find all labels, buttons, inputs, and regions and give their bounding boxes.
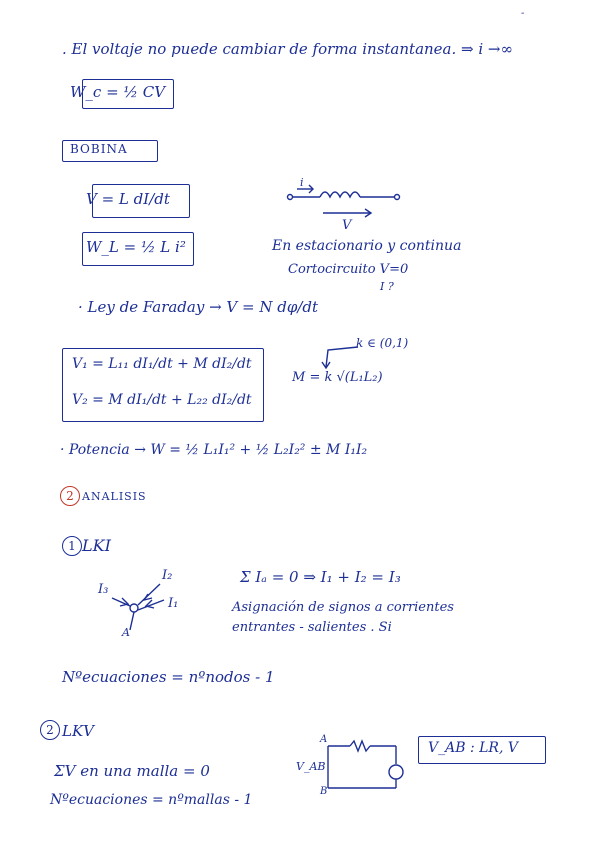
lki-equation: Σ Iₐ = 0 ⇒ I₁ + I₂ = I₃ xyxy=(240,568,401,586)
section-title: ANALISIS xyxy=(82,490,147,503)
node-I3: I₃ xyxy=(98,582,109,597)
v1-equation: V₁ = L₁₁ dI₁/dt + M dI₂/dt xyxy=(72,356,252,372)
lki-number: 1 xyxy=(62,536,82,556)
lkv-number: 2 xyxy=(40,720,60,740)
inductor-current-label: i xyxy=(300,176,304,189)
voltage-note: . El voltaje no puede cambiar de forma instantanea. ⇒ i →∞ xyxy=(62,40,513,58)
lkv-note: V_AB : LR, V xyxy=(428,740,518,756)
inductor-voltage-label: V xyxy=(342,218,352,233)
section-number: 2 xyxy=(60,486,80,506)
mesh-B: B xyxy=(320,786,328,797)
v2-equation: V₂ = M dI₁/dt + L₂₂ dI₂/dt xyxy=(72,392,252,408)
coupling-range: k ∈ (0,1) xyxy=(356,336,409,350)
mesh-A: A xyxy=(320,734,328,745)
faraday-law: · Ley de Faraday → V = N dφ/dt xyxy=(78,298,319,316)
mesh-vab: V_AB xyxy=(296,760,326,773)
node-I1: I₁ xyxy=(168,596,179,611)
coil-voltage: V = L dI/dt xyxy=(86,190,170,208)
lki-count: Nºecuaciones = nºnodos - 1 xyxy=(62,668,275,686)
lkv-equation: ΣV en una malla = 0 xyxy=(54,762,210,780)
corner-mark: - xyxy=(521,8,525,19)
lki-note-1: Asignación de signos a corrientes xyxy=(232,600,454,615)
lkv-title: LKV xyxy=(62,722,94,740)
lkv-count: Nºecuaciones = nºmallas - 1 xyxy=(50,792,253,808)
lki-title: LKI xyxy=(82,536,111,555)
lki-note-2: entrantes - salientes . Si xyxy=(232,620,392,635)
node-I2: I₂ xyxy=(162,568,173,583)
coil-note-3: I ? xyxy=(380,280,394,293)
capacitor-energy: W_c = ½ CV xyxy=(70,83,166,101)
coil-energy: W_L = ½ L i² xyxy=(86,238,186,256)
coil-note-1: En estacionario y continua xyxy=(272,238,462,254)
mutual-formula: M = k √(L₁L₂) xyxy=(292,370,383,385)
node-A: A xyxy=(122,626,130,639)
power-formula: · Potencia → W = ½ L₁I₁² + ½ L₂I₂² ± M I₁I₂ xyxy=(60,442,368,458)
coil-note-2: Cortocircuito V=0 xyxy=(288,262,409,277)
coil-title: BOBINA xyxy=(70,142,128,156)
